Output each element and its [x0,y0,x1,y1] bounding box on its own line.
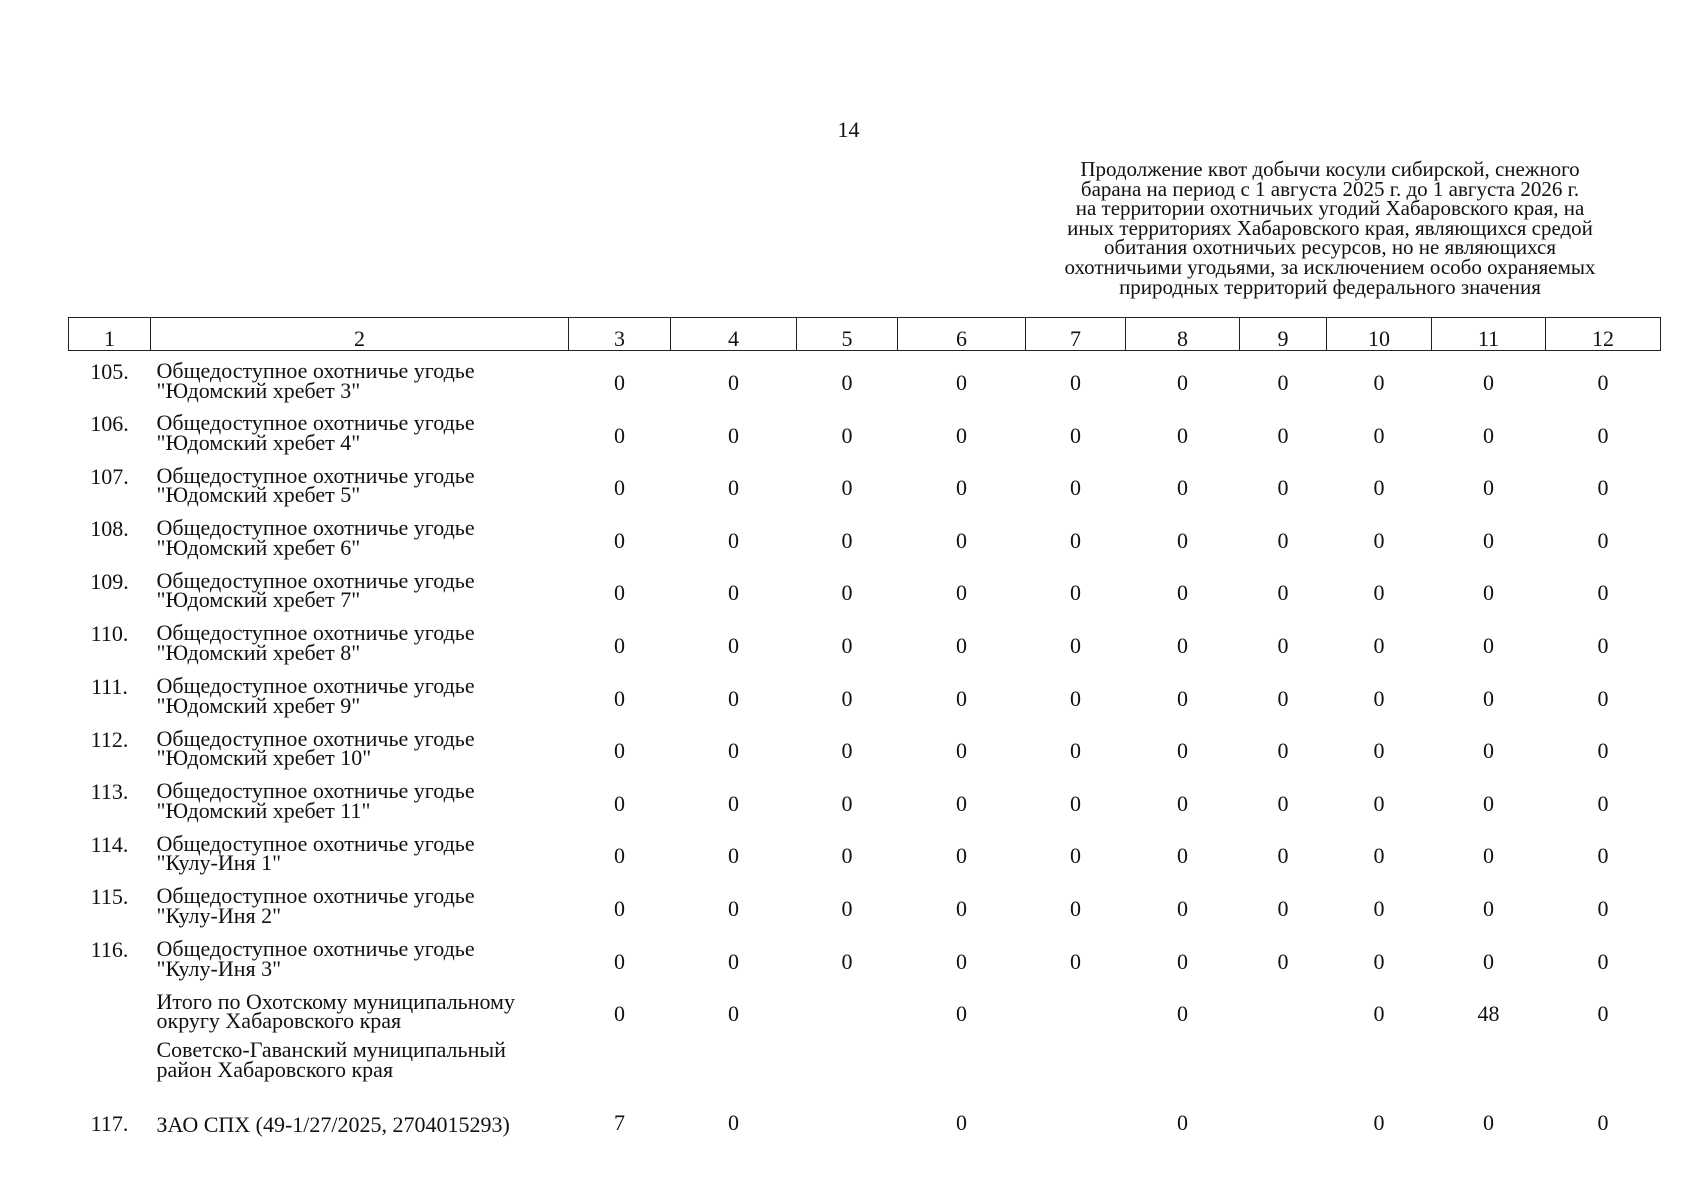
name-line: "Юдомский хребет 11" [156,797,371,823]
quota-value: 0 [1177,738,1188,764]
name-line: округу Хабаровского края [156,1008,402,1034]
quota-value: 0 [1483,790,1494,816]
quota-value [898,1034,1026,1090]
quota-value [1240,1034,1327,1090]
quota-value: 0 [728,948,739,974]
quota-value: 0 [614,896,625,922]
column-header: 6 [898,318,1026,351]
quota-value: 0 [1597,685,1609,711]
quota-value: 0 [1373,370,1385,396]
row-number: 116. [90,937,129,963]
name-line: Общедоступное охотничье угодье [156,410,475,436]
name-line: Общедоступное охотничье угодье [156,936,475,962]
row-number: 114. [90,831,129,857]
quota-value: 0 [1597,896,1609,922]
quota-value: 0 [614,790,625,816]
quota-value: 48 [1477,1001,1500,1027]
name-line: Общедоступное охотничье угодье [156,358,475,383]
hunting-ground-name [151,508,569,561]
column-header: 11 [1432,318,1546,351]
table-row [69,403,1661,456]
quota-value [797,1090,898,1143]
quota-value [569,1034,671,1090]
name-line: "Юдомский хребет 5" [156,482,361,508]
row-number: 115. [90,884,129,910]
quota-value: 0 [1597,843,1609,869]
quota-value: 0 [1373,1109,1385,1135]
quota-value: 0 [614,370,625,396]
quota-value: 0 [1483,843,1494,869]
quota-value: 0 [1277,738,1289,764]
quota-value: 0 [1373,790,1385,816]
quota-value: 0 [1177,1109,1188,1135]
name-line: "Юдомский хребет 8" [156,640,361,666]
quota-value: 0 [956,896,967,922]
quota-value: 0 [728,475,739,501]
name-line: Общедоступное охотничье угодье [156,567,475,593]
quota-value: 0 [614,580,625,606]
quota-value [797,982,898,1035]
name-line: "Юдомский хребет 3" [156,377,361,403]
name-line: "Кулу-Иня 1" [156,850,282,876]
quota-value: 0 [614,738,625,764]
name-line: "Юдомский хребет 6" [156,534,361,560]
table-row [69,666,1661,719]
hunting-ground-name [151,876,569,929]
quota-value: 0 [1070,422,1081,448]
quota-value: 0 [841,580,853,606]
quota-value [1026,982,1126,1035]
name-line: Общедоступное охотничье угодье [156,620,475,646]
quota-value: 0 [1373,475,1385,501]
row-number: 113. [90,779,129,805]
column-header: 10 [1327,318,1432,351]
quota-value: 0 [1373,896,1385,922]
quota-value: 0 [1483,896,1494,922]
quota-value: 0 [614,948,625,974]
quota-value: 0 [1597,422,1609,448]
quota-value: 0 [1177,475,1188,501]
table-header [69,318,1661,351]
column-header: 5 [797,318,898,351]
table-row [69,876,1661,929]
quota-value: 0 [841,896,853,922]
quota-value: 0 [1070,475,1081,501]
name-line: Советско-Гаванский муниципальный [156,1037,506,1063]
quota-value: 0 [1070,527,1081,553]
quota-value [1026,1034,1126,1090]
quota-value: 0 [956,422,967,448]
quota-value: 0 [614,843,625,869]
quota-value: 0 [728,580,739,606]
row-number: 110. [90,621,129,647]
hunting-ground-name [151,929,569,982]
quota-value: 0 [1483,422,1494,448]
quota-value: 0 [1177,422,1188,448]
row-number: 106. [90,411,129,437]
table-row [69,719,1661,772]
quota-value [1432,1034,1546,1090]
column-header: 3 [569,318,671,351]
quota-value: 0 [1597,1001,1609,1027]
row-number: 117. [90,1110,129,1136]
document-caption [1000,157,1660,299]
quota-value: 0 [956,685,967,711]
hunting-ground-name [151,824,569,877]
table-row [69,824,1661,877]
name-line: Общедоступное охотничье угодье [156,778,475,804]
quota-value: 0 [1070,633,1081,659]
hunting-ground-name [151,1034,569,1090]
name-line: "Юдомский хребет 4" [156,429,361,455]
hunting-ground-name [151,456,569,509]
quota-value: 0 [1373,843,1385,869]
hunting-ground-name [151,1090,569,1143]
table-row [69,1090,1661,1143]
quota-value: 0 [1277,685,1289,711]
quota-value: 0 [1277,948,1289,974]
caption-line: природных территорий федерального значения [1119,274,1541,299]
table-row [69,351,1661,404]
quota-value: 0 [1277,422,1289,448]
quota-value: 0 [956,580,967,606]
quota-value: 0 [1373,738,1385,764]
quota-value: 0 [1277,790,1289,816]
quota-value: 0 [614,685,625,711]
caption-line: Продолжение квот добычи косули сибирской, снежного [1080,157,1580,181]
quota-value: 0 [1597,475,1609,501]
quota-value: 0 [1597,580,1609,606]
quota-value: 0 [1070,685,1081,711]
quota-value: 0 [1070,370,1081,396]
quota-value: 0 [1483,475,1494,501]
quota-value: 0 [956,738,967,764]
quota-value: 0 [614,422,625,448]
hunting-ground-name [151,719,569,772]
quota-value: 0 [1483,738,1494,764]
quota-value: 0 [1177,1001,1188,1027]
hunting-ground-name [151,613,569,666]
quota-value: 0 [1070,580,1081,606]
quota-value: 0 [956,1001,967,1027]
name-line: Общедоступное охотничье угодье [156,883,475,909]
quota-value: 0 [841,948,853,974]
name-line: Общедоступное охотничье угодье [156,830,475,856]
quota-value: 0 [1070,738,1081,764]
quota-value: 7 [614,1109,625,1135]
quota-value: 0 [841,790,853,816]
quota-value: 0 [1373,685,1385,711]
quota-value: 0 [728,422,739,448]
column-header: 1 [69,318,151,351]
quota-value: 0 [956,475,967,501]
quota-value: 0 [728,790,739,816]
quota-value: 0 [1277,843,1289,869]
quota-value: 0 [1597,370,1609,396]
quota-value: 0 [1597,790,1609,816]
table-row [69,613,1661,666]
row-number: 107. [90,463,129,489]
quota-value: 0 [841,370,853,396]
quota-value: 0 [1597,1109,1609,1135]
quota-value: 0 [1277,475,1289,501]
quota-value [1126,1034,1240,1090]
quota-value: 0 [1597,527,1609,553]
name-line: Итого по Охотскому муниципальному [156,988,515,1014]
quota-value: 0 [956,370,967,396]
quota-value: 0 [841,843,853,869]
quota-value: 0 [1483,370,1494,396]
table-body [69,351,1661,1143]
quota-value: 0 [841,685,853,711]
quota-value: 0 [841,633,853,659]
quota-value: 0 [728,896,739,922]
quota-value: 0 [1373,948,1385,974]
quota-value: 0 [1177,633,1188,659]
name-line: "Юдомский хребет 9" [156,692,361,718]
name-line: "Юдомский хребет 7" [156,587,361,613]
quota-value: 0 [956,843,967,869]
quota-value: 0 [728,1001,739,1027]
quota-value: 0 [1277,633,1289,659]
quota-value [797,1034,898,1090]
quota-value: 0 [728,370,739,396]
quota-value: 0 [728,633,739,659]
quota-value: 0 [1597,633,1609,659]
quota-value: 0 [728,1109,739,1135]
row-number [69,1034,151,1090]
caption-line: иных территориях Хабаровского края, являющихся средой [1067,215,1593,240]
quota-value [1026,1090,1126,1143]
column-header: 7 [1026,318,1126,351]
hunting-ground-name [151,982,569,1035]
quota-value: 0 [728,843,739,869]
column-header: 4 [671,318,797,351]
column-header: 9 [1240,318,1327,351]
quota-value: 0 [1070,790,1081,816]
table-row [69,561,1661,614]
quota-value: 0 [1177,948,1188,974]
quota-value: 0 [1277,527,1289,553]
quota-value: 0 [1070,896,1081,922]
table-row [69,982,1661,1035]
quota-value: 0 [1277,580,1289,606]
quota-value: 0 [728,685,739,711]
row-number: 109. [90,568,129,594]
quota-value: 0 [1177,527,1188,553]
hunting-ground-name [151,403,569,456]
quota-value: 0 [956,527,967,553]
quota-value: 0 [1483,633,1494,659]
quota-value: 0 [1373,422,1385,448]
row-number: 111. [91,674,128,700]
quota-value: 0 [614,633,625,659]
quota-value: 0 [1177,790,1188,816]
quota-value: 0 [728,738,739,764]
quota-value: 0 [956,633,967,659]
hunting-ground-name [151,771,569,824]
quota-value: 0 [841,475,853,501]
row-number: 105. [90,359,129,384]
caption-line: обитания охотничьих ресурсов, но не являющихся [1103,235,1557,260]
name-line: Общедоступное охотничье угодье [156,673,475,699]
quota-value: 0 [728,527,739,553]
column-header: 2 [151,318,569,351]
quota-value: 0 [841,738,853,764]
quota-value: 0 [956,948,967,974]
hunting-ground-name [151,351,569,404]
caption-line: охотничьими угодьями, за исключением особо охраняемых [1064,254,1596,279]
quota-value: 0 [614,475,625,501]
table-row [69,508,1661,561]
quota-value: 0 [1483,948,1494,974]
row-number: 112. [90,726,129,752]
quota-value: 0 [1177,843,1188,869]
quota-table [68,317,1661,1143]
name-line: "Юдомский хребет 10" [156,745,372,771]
quota-value: 0 [614,527,625,553]
quota-value: 0 [1597,738,1609,764]
caption-line: на территории охотничьих угодий Хабаровского края, на [1075,196,1585,221]
quota-value: 0 [1177,685,1188,711]
name-line: Общедоступное охотничье угодье [156,725,475,751]
quota-value: 0 [1277,370,1289,396]
name-line: ЗАО СПХ (49-1/27/2025, 2704015293) [156,1112,510,1138]
hunting-ground-name [151,561,569,614]
table-row [69,456,1661,509]
quota-value: 0 [1597,948,1609,974]
table-row [69,929,1661,982]
quota-value: 0 [1373,527,1385,553]
row-number [69,982,151,1035]
name-line: Общедоступное охотничье угодье [156,515,475,541]
quota-value: 0 [1373,633,1385,659]
hunting-ground-name [151,666,569,719]
quota-value [1240,982,1327,1035]
caption-line: барана на период с 1 августа 2025 г. до 1 августа 2026 г. [1080,176,1580,201]
quota-value: 0 [841,422,853,448]
row-number: 108. [90,516,129,542]
quota-value: 0 [1177,580,1188,606]
quota-value [671,1034,797,1090]
quota-value: 0 [956,790,967,816]
quota-value [1240,1090,1327,1143]
quota-value: 0 [1277,896,1289,922]
quota-value: 0 [1177,370,1188,396]
quota-value: 0 [1373,580,1385,606]
name-line: "Кулу-Иня 3" [156,955,282,981]
column-header: 8 [1126,318,1240,351]
quota-value [1327,1034,1432,1090]
quota-value: 0 [1483,1109,1494,1135]
quota-value: 0 [841,527,853,553]
column-header: 12 [1546,318,1661,351]
name-line: Общедоступное охотничье угодье [156,462,475,488]
quota-value: 0 [1177,896,1188,922]
quota-value: 0 [1070,948,1081,974]
quota-value: 0 [1483,580,1494,606]
name-line: "Кулу-Иня 2" [156,903,282,929]
quota-value [1546,1034,1661,1090]
name-line: район Хабаровского края [156,1056,394,1082]
header-row [69,318,1661,351]
table-row [69,771,1661,824]
page-number: 14 [837,117,860,142]
quota-value: 0 [1483,685,1494,711]
table-row [69,1034,1661,1090]
quota-value: 0 [1070,843,1081,869]
quota-value: 0 [1483,527,1494,553]
quota-value: 0 [1373,1001,1385,1027]
quota-value: 0 [614,1001,625,1027]
quota-value: 0 [956,1109,967,1135]
